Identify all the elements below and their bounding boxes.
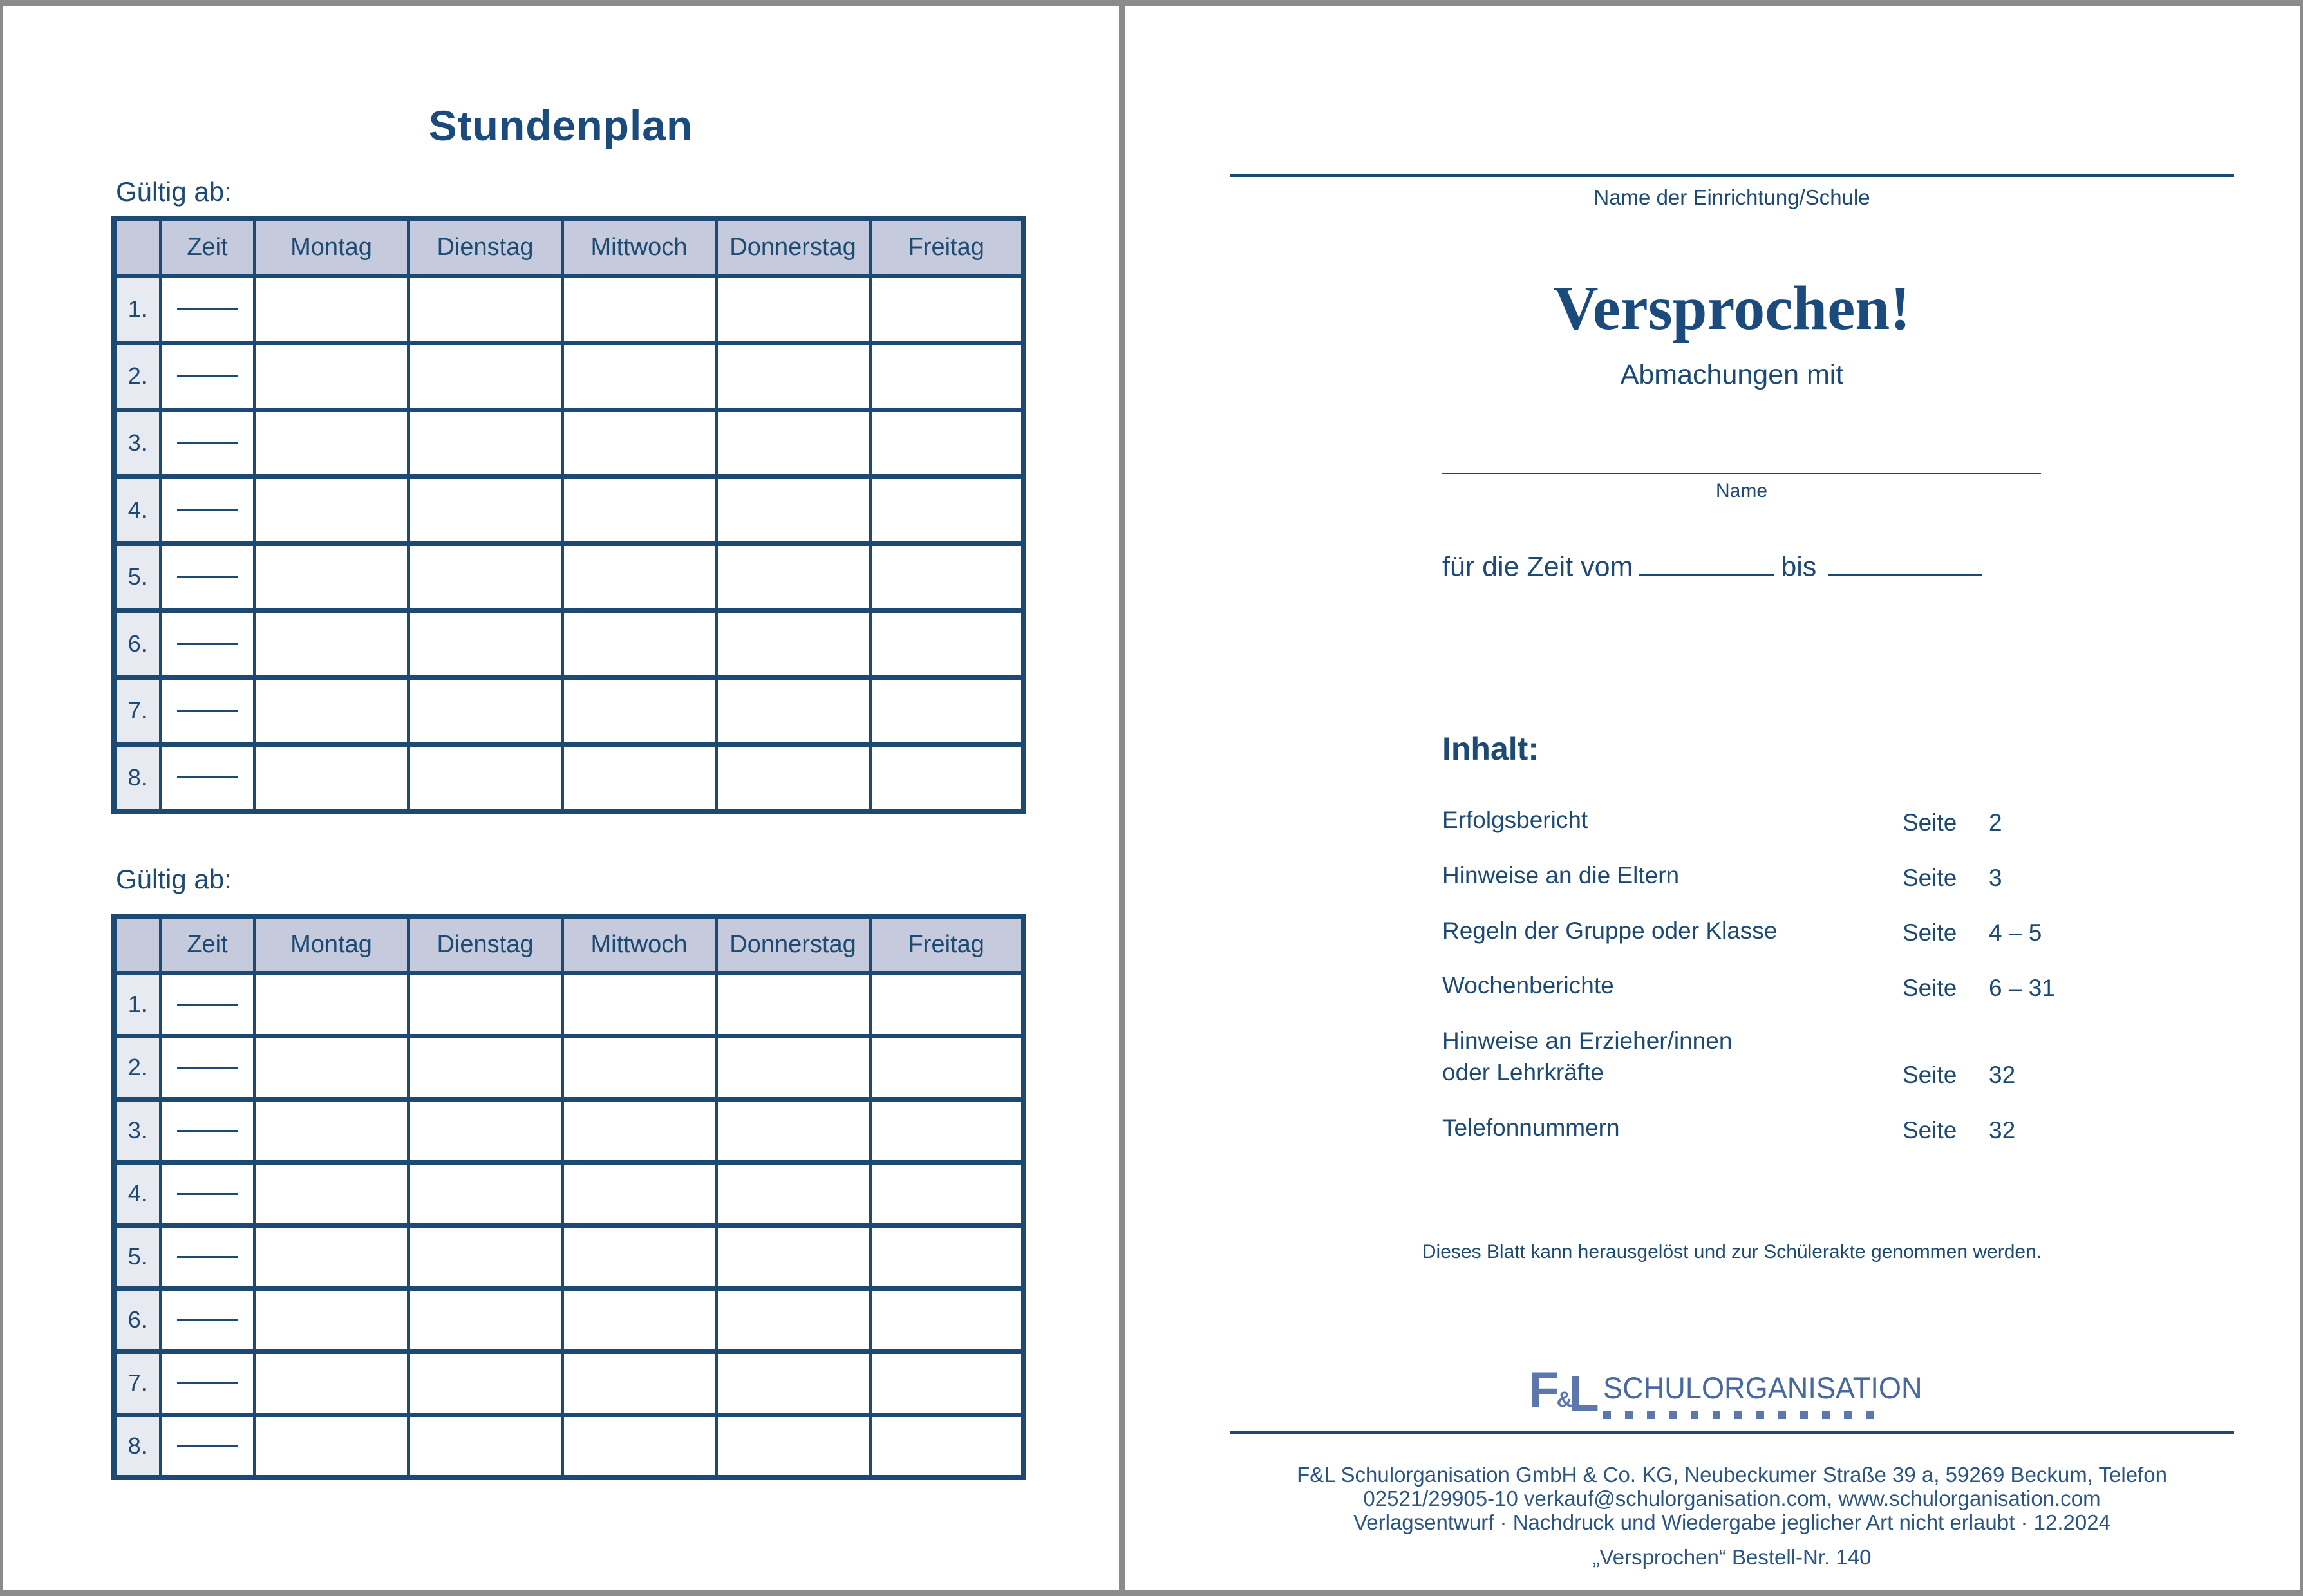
period-number: 7. <box>114 677 160 744</box>
time-cell <box>160 1162 254 1225</box>
page-versprochen <box>1125 6 2300 1590</box>
schedule-cell <box>562 1351 716 1414</box>
schedule-cell <box>562 476 716 543</box>
column-header-donnerstag: Donnerstag <box>716 219 870 276</box>
timetable-table-1 <box>111 216 1026 814</box>
time-cell <box>160 973 254 1036</box>
schedule-cell <box>408 1099 562 1162</box>
logo-wordmark <box>1603 1370 1935 1419</box>
schedule-cell <box>254 677 408 744</box>
cover-title: Versprochen! <box>1553 274 1911 343</box>
schedule-cell <box>254 476 408 543</box>
schedule-cell <box>254 610 408 677</box>
time-blank-line <box>177 576 238 578</box>
timetable-row <box>114 744 1024 811</box>
time-cell <box>160 744 254 811</box>
schedule-cell <box>254 973 408 1036</box>
time-cell <box>160 1414 254 1478</box>
toc-row <box>1442 915 2183 947</box>
toc-page-number: 2 <box>1989 809 2002 836</box>
schedule-cell <box>408 1288 562 1351</box>
schedule-cell <box>562 1225 716 1288</box>
schedule-cell <box>562 1036 716 1099</box>
toc-page-word: Seite <box>1903 919 1957 946</box>
schedule-cell <box>254 1162 408 1225</box>
toc-heading: Inhalt: <box>1442 731 1539 767</box>
schedule-cell <box>870 276 1024 343</box>
period-number: 7. <box>114 1351 160 1414</box>
column-header-mittwoch: Mittwoch <box>562 916 716 973</box>
toc-page-number: 32 <box>1989 1116 2016 1143</box>
timetable-2 <box>111 914 1026 1480</box>
toc-page-number: 6 – 31 <box>1989 975 2055 1002</box>
toc-row <box>1442 805 2183 836</box>
column-header-dienstag: Dienstag <box>408 916 562 973</box>
toc-page-number: 3 <box>1989 864 2002 891</box>
footer-copyright: Verlagsentwurf · Nachdruck und Wiedergabe jeglicher Art nicht erlaubt · 12.2024 <box>1353 1510 2110 1534</box>
schedule-cell <box>716 1162 870 1225</box>
timetable-row <box>114 1036 1024 1099</box>
schedule-cell <box>408 677 562 744</box>
logo-name: SCHULORGANISATION <box>1603 1371 1922 1405</box>
schedule-cell <box>716 543 870 610</box>
time-cell <box>160 543 254 610</box>
period-number: 1. <box>114 276 160 343</box>
schedule-cell <box>562 343 716 409</box>
schedule-cell <box>870 1225 1024 1288</box>
time-cell <box>160 409 254 476</box>
time-blank-line <box>177 509 238 511</box>
schedule-cell <box>562 744 716 811</box>
time-cell <box>160 610 254 677</box>
name-label: Name <box>1715 480 1768 502</box>
time-blank-line <box>177 308 238 310</box>
timetable-row <box>114 343 1024 409</box>
schedule-cell <box>254 1414 408 1478</box>
schedule-cell <box>254 543 408 610</box>
schedule-cell <box>716 1099 870 1162</box>
schedule-cell <box>870 543 1024 610</box>
logo-dotted-line <box>1603 1411 1935 1419</box>
time-cell <box>160 1288 254 1351</box>
schedule-cell <box>870 1099 1024 1162</box>
time-cell <box>160 1099 254 1162</box>
schedule-cell <box>870 1036 1024 1099</box>
schedule-cell <box>870 1162 1024 1225</box>
valid-from-label-1: Gültig ab: <box>116 176 232 207</box>
time-blank-line <box>177 710 238 712</box>
page-stundenplan <box>3 6 1119 1590</box>
schedule-cell <box>870 409 1024 476</box>
schedule-cell <box>562 543 716 610</box>
time-blank-line <box>177 776 238 778</box>
timetable-row <box>114 1288 1024 1351</box>
toc-item-label: Telefonnummern <box>1442 1114 1620 1141</box>
timetable-header-row <box>114 219 1024 276</box>
schedule-cell <box>562 677 716 744</box>
schedule-cell <box>716 677 870 744</box>
logo-fl-mark: F & L <box>1528 1361 1599 1422</box>
date-to-blank <box>1828 550 1982 576</box>
time-blank-line <box>177 1193 238 1195</box>
period-number: 3. <box>114 1099 160 1162</box>
toc-page-number: 4 – 5 <box>1989 919 2042 946</box>
schedule-cell <box>408 1414 562 1478</box>
time-cell <box>160 677 254 744</box>
schedule-cell <box>254 744 408 811</box>
toc-page-word: Seite <box>1903 864 1957 891</box>
schedule-cell <box>254 1288 408 1351</box>
column-header-montag: Montag <box>254 916 408 973</box>
period-number: 4. <box>114 476 160 543</box>
schedule-cell <box>408 276 562 343</box>
toc-row <box>1442 860 2183 892</box>
schedule-cell <box>716 1414 870 1478</box>
schedule-cell <box>562 1162 716 1225</box>
schedule-cell <box>254 1099 408 1162</box>
schedule-cell <box>254 1225 408 1288</box>
schedule-cell <box>408 409 562 476</box>
schedule-cell <box>716 476 870 543</box>
valid-from-label-2: Gültig ab: <box>116 864 232 894</box>
schedule-cell <box>716 610 870 677</box>
toc-item-label: Regeln der Gruppe oder Klasse <box>1442 917 1778 944</box>
corner-cell <box>114 219 160 276</box>
time-blank-line <box>177 1004 238 1006</box>
timetable-row <box>114 1225 1024 1288</box>
schedule-cell <box>254 409 408 476</box>
schedule-cell <box>870 1351 1024 1414</box>
timetable-row <box>114 610 1024 677</box>
schedule-cell <box>870 973 1024 1036</box>
toc-item-label: Erfolgsbericht <box>1442 807 1588 833</box>
timetable-row <box>114 409 1024 476</box>
period-number: 2. <box>114 1036 160 1099</box>
schedule-cell <box>408 973 562 1036</box>
table-of-contents <box>1442 805 2183 1168</box>
name-fill-line <box>1442 473 2041 474</box>
schedule-cell <box>562 409 716 476</box>
schedule-cell <box>716 1225 870 1288</box>
time-cell <box>160 1225 254 1288</box>
schedule-cell <box>408 1351 562 1414</box>
toc-item-label: Wochenberichte <box>1442 972 1614 999</box>
column-header-dienstag: Dienstag <box>408 219 562 276</box>
schedule-cell <box>716 409 870 476</box>
schedule-cell <box>408 1162 562 1225</box>
schedule-cell <box>408 343 562 409</box>
schedule-cell <box>562 973 716 1036</box>
schedule-cell <box>254 1036 408 1099</box>
toc-page-word: Seite <box>1903 1061 1957 1088</box>
time-blank-line <box>177 442 238 444</box>
time-cell <box>160 476 254 543</box>
schedule-cell <box>716 276 870 343</box>
period-number: 5. <box>114 543 160 610</box>
timetable-row <box>114 1414 1024 1478</box>
period-middle: bis <box>1781 551 1817 583</box>
period-number: 5. <box>114 1225 160 1288</box>
schedule-cell <box>716 1036 870 1099</box>
column-header-zeit: Zeit <box>160 219 254 276</box>
schedule-cell <box>562 1288 716 1351</box>
date-from-blank <box>1639 550 1774 576</box>
period-line <box>1442 550 1989 583</box>
time-blank-line <box>177 1256 238 1258</box>
toc-row <box>1442 1026 2183 1089</box>
timetable-row <box>114 1162 1024 1225</box>
page-title: Stundenplan <box>428 102 693 149</box>
toc-item-label: Hinweise an Erzieher/innen oder Lehrkräfte <box>1442 1028 1733 1086</box>
schedule-cell <box>562 276 716 343</box>
schedule-cell <box>408 610 562 677</box>
timetable-1 <box>111 216 1026 814</box>
period-number: 4. <box>114 1162 160 1225</box>
schedule-cell <box>562 610 716 677</box>
timetable-row <box>114 1099 1024 1162</box>
time-blank-line <box>177 1067 238 1069</box>
time-blank-line <box>177 1319 238 1321</box>
toc-page-word: Seite <box>1903 809 1957 836</box>
time-cell <box>160 343 254 409</box>
column-header-montag: Montag <box>254 219 408 276</box>
timetable-row <box>114 1351 1024 1414</box>
corner-cell <box>114 916 160 973</box>
footer-order-number: „Versprochen“ Bestell-Nr. 140 <box>1592 1545 1872 1569</box>
schedule-cell <box>562 1414 716 1478</box>
period-number: 8. <box>114 744 160 811</box>
bottom-rule <box>1230 1431 2234 1434</box>
right-page-content <box>1230 6 2234 1590</box>
footer-contact: 02521/29905-10 verkauf@schulorganisation.com, www.schulorganisation.com <box>1363 1487 2101 1510</box>
timetable-table-2 <box>111 914 1026 1480</box>
schedule-cell <box>716 1288 870 1351</box>
toc-row <box>1442 970 2183 1002</box>
period-number: 6. <box>114 1288 160 1351</box>
time-cell <box>160 1351 254 1414</box>
schedule-cell <box>408 476 562 543</box>
time-cell <box>160 276 254 343</box>
period-prefix: für die Zeit vom <box>1442 551 1633 583</box>
schedule-cell <box>254 343 408 409</box>
column-header-freitag: Freitag <box>870 916 1024 973</box>
period-number: 8. <box>114 1414 160 1478</box>
cover-subtitle: Abmachungen mit <box>1620 359 1844 390</box>
schedule-cell <box>870 677 1024 744</box>
timetable-row <box>114 677 1024 744</box>
schedule-cell <box>408 543 562 610</box>
institution-label: Name der Einrichtung/Schule <box>1593 185 1870 209</box>
time-blank-line <box>177 375 238 377</box>
period-number: 3. <box>114 409 160 476</box>
timetable-row <box>114 973 1024 1036</box>
timetable-header-row <box>114 916 1024 973</box>
timetable-row <box>114 476 1024 543</box>
toc-page-word: Seite <box>1903 1116 1957 1143</box>
schedule-cell <box>870 343 1024 409</box>
time-blank-line <box>177 1382 238 1384</box>
removable-sheet-note: Dieses Blatt kann herausgelöst und zur Schülerakte genommen werden. <box>1422 1241 2042 1263</box>
schedule-cell <box>408 1036 562 1099</box>
top-rule <box>1230 174 2234 177</box>
schedule-cell <box>870 610 1024 677</box>
toc-row <box>1442 1113 2183 1144</box>
schedule-cell <box>870 1414 1024 1478</box>
schedule-cell <box>408 1225 562 1288</box>
toc-item-label: Hinweise an die Eltern <box>1442 861 1680 888</box>
publisher-logo <box>1230 1361 2234 1422</box>
column-header-freitag: Freitag <box>870 219 1024 276</box>
timetable-row <box>114 543 1024 610</box>
schedule-cell <box>870 744 1024 811</box>
footer-address: F&L Schulorganisation GmbH & Co. KG, Neubeckumer Straße 39 a, 59269 Beckum, Telefon <box>1297 1463 2167 1487</box>
schedule-cell <box>716 744 870 811</box>
timetable-row <box>114 276 1024 343</box>
column-header-mittwoch: Mittwoch <box>562 219 716 276</box>
schedule-cell <box>408 744 562 811</box>
schedule-cell <box>254 276 408 343</box>
period-number: 1. <box>114 973 160 1036</box>
time-cell <box>160 1036 254 1099</box>
schedule-cell <box>716 1351 870 1414</box>
schedule-cell <box>870 476 1024 543</box>
schedule-cell <box>716 973 870 1036</box>
toc-page-number: 32 <box>1989 1061 2016 1088</box>
period-number: 6. <box>114 610 160 677</box>
schedule-cell <box>562 1099 716 1162</box>
time-blank-line <box>177 1130 238 1132</box>
schedule-cell <box>716 343 870 409</box>
toc-page-word: Seite <box>1903 975 1957 1002</box>
time-blank-line <box>177 1445 238 1447</box>
period-number: 2. <box>114 343 160 409</box>
column-header-donnerstag: Donnerstag <box>716 916 870 973</box>
column-header-zeit: Zeit <box>160 916 254 973</box>
time-blank-line <box>177 643 238 645</box>
schedule-cell <box>254 1351 408 1414</box>
schedule-cell <box>870 1288 1024 1351</box>
